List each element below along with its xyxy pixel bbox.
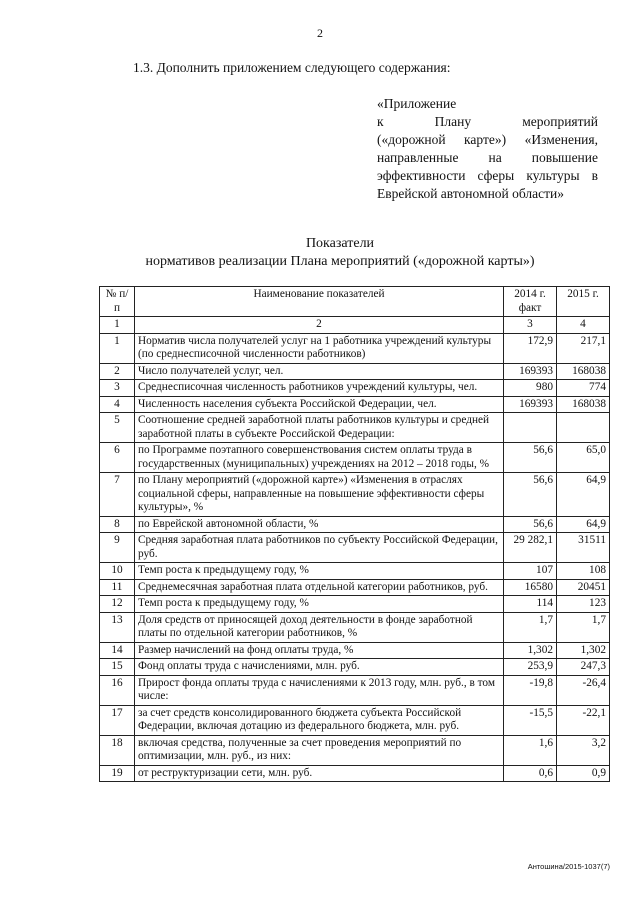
table-row [100, 363, 610, 380]
table-header-row [100, 287, 610, 317]
row-value-2014: 253,9 [504, 659, 557, 676]
row-number: 3 [100, 380, 135, 397]
table-row [100, 612, 610, 642]
table-row [100, 563, 610, 580]
row-number: 13 [100, 612, 135, 642]
row-name: включая средства, полученные за счет проведения мероприятий по оптимизации, млн. руб., из них: [135, 735, 504, 765]
row-name: по Программе поэтапного совершенствования систем оплаты труда в государственных (муниципальных) учреждениях на 2012 – 2018 годы, % [135, 443, 504, 473]
row-value-2014: 29 282,1 [504, 533, 557, 563]
row-name: Темп роста к предыдущему году, % [135, 596, 504, 613]
table-row [100, 659, 610, 676]
table-row [100, 413, 610, 443]
row-number: 19 [100, 765, 135, 782]
row-value-2015: 64,9 [557, 516, 610, 533]
row-value-2015: 3,2 [557, 735, 610, 765]
table-row [100, 596, 610, 613]
table-row [100, 675, 610, 705]
row-number: 16 [100, 675, 135, 705]
table-heading [100, 235, 580, 271]
appendix-line: Еврейской автономной области» [377, 186, 565, 201]
row-value-2014: 980 [504, 380, 557, 397]
row-value-2015: 65,0 [557, 443, 610, 473]
row-value-2014: -15,5 [504, 705, 557, 735]
row-value-2014: 114 [504, 596, 557, 613]
column-number: 2 [135, 317, 504, 334]
row-value-2015: -26,4 [557, 675, 610, 705]
row-value-2015: 64,9 [557, 473, 610, 517]
table-row [100, 533, 610, 563]
row-value-2014: 16580 [504, 579, 557, 596]
header-2015: 2015 г. [557, 287, 610, 317]
row-number: 1 [100, 333, 135, 363]
table-row [100, 473, 610, 517]
row-number: 8 [100, 516, 135, 533]
row-number: 4 [100, 396, 135, 413]
column-number: 3 [504, 317, 557, 334]
row-name: Среднесписочная численность работников учреждений культуры, чел. [135, 380, 504, 397]
row-number: 5 [100, 413, 135, 443]
row-name: Фонд оплаты труда с начислениями, млн. руб. [135, 659, 504, 676]
row-value-2014: 107 [504, 563, 557, 580]
header-name: Наименование показателей [135, 287, 504, 317]
row-name: Доля средств от приносящей доход деятельности в фонде заработной платы по отдельной категории работников, % [135, 612, 504, 642]
row-name: Число получателей услуг, чел. [135, 363, 504, 380]
row-name: Численность населения субъекта Российской Федерации, чел. [135, 396, 504, 413]
table-row [100, 765, 610, 782]
heading-title: Показатели [305, 236, 375, 251]
row-value-2015: 1,7 [557, 612, 610, 642]
row-number: 17 [100, 705, 135, 735]
row-value-2014: 169393 [504, 396, 557, 413]
table-row [100, 396, 610, 413]
row-value-2014 [504, 413, 557, 443]
row-value-2015: 217,1 [557, 333, 610, 363]
row-name: Прирост фонда оплаты труда с начислениями к 2013 году, млн. руб., в том числе: [135, 675, 504, 705]
row-number: 10 [100, 563, 135, 580]
row-name: от реструктуризации сети, млн. руб. [135, 765, 504, 782]
row-number: 18 [100, 735, 135, 765]
row-name: по Еврейской автономной области, % [135, 516, 504, 533]
row-value-2014: 1,6 [504, 735, 557, 765]
row-name: по Плану мероприятий («дорожной карте») «Изменения в отраслях социальной сферы, направленные на повышение эффективности сферы культуры», % [135, 473, 504, 517]
page-number: 2 [317, 26, 323, 40]
row-value-2014: 1,7 [504, 612, 557, 642]
footer-reference: Антошина/2015-1037(7) [527, 862, 610, 871]
row-number: 14 [100, 642, 135, 659]
indicators-table [99, 286, 610, 782]
column-number: 1 [100, 317, 135, 334]
row-value-2015: 1,302 [557, 642, 610, 659]
row-value-2014: 1,302 [504, 642, 557, 659]
row-value-2015: 108 [557, 563, 610, 580]
row-value-2015: 774 [557, 380, 610, 397]
row-number: 15 [100, 659, 135, 676]
row-value-2015: -22,1 [557, 705, 610, 735]
intro-text: 1.3. Дополнить приложением следующего содержания: [133, 60, 451, 75]
table-row [100, 705, 610, 735]
table-row [100, 579, 610, 596]
column-number: 4 [557, 317, 610, 334]
row-name: Темп роста к предыдущему году, % [135, 563, 504, 580]
header-2014: 2014 г. факт [504, 287, 557, 317]
row-value-2014: 172,9 [504, 333, 557, 363]
row-value-2015: 247,3 [557, 659, 610, 676]
appendix-line: к Плану мероприятий [377, 114, 598, 129]
row-name: Среднемесячная заработная плата отдельной категории работников, руб. [135, 579, 504, 596]
row-number: 11 [100, 579, 135, 596]
appendix-line: «Приложение [377, 96, 457, 111]
table-row [100, 380, 610, 397]
row-name: Размер начислений на фонд оплаты труда, % [135, 642, 504, 659]
column-number-row [100, 317, 610, 334]
appendix-line: («дорожной карте») «Изменения, [377, 132, 598, 147]
row-name: Соотношение средней заработной платы работников культуры и средней заработной платы в субъекте Российской Федерации: [135, 413, 504, 443]
row-name: Норматив числа получателей услуг на 1 работника учреждений культуры (по среднесписочной численности работников) [135, 333, 504, 363]
table-row [100, 642, 610, 659]
row-value-2015: 123 [557, 596, 610, 613]
row-number: 2 [100, 363, 135, 380]
row-value-2014: 0,6 [504, 765, 557, 782]
row-number: 12 [100, 596, 135, 613]
row-value-2014: 56,6 [504, 443, 557, 473]
header-number: № п/п [100, 287, 135, 317]
row-value-2015 [557, 413, 610, 443]
row-number: 6 [100, 443, 135, 473]
row-value-2015: 0,9 [557, 765, 610, 782]
table-row [100, 443, 610, 473]
row-number: 9 [100, 533, 135, 563]
appendix-block [377, 95, 598, 203]
row-name: за счет средств консолидированного бюджета субъекта Российской Федерации, включая дотацию из федерального бюджета, млн. руб. [135, 705, 504, 735]
row-value-2015: 168038 [557, 396, 610, 413]
row-name: Средняя заработная плата работников по субъекту Российской Федерации, руб. [135, 533, 504, 563]
heading-subtitle: нормативов реализации Плана мероприятий («дорожной карты») [145, 254, 535, 269]
row-value-2014: 56,6 [504, 473, 557, 517]
row-value-2015: 31511 [557, 533, 610, 563]
row-value-2015: 168038 [557, 363, 610, 380]
table-row [100, 516, 610, 533]
appendix-line: эффективности сферы культуры в [377, 168, 598, 183]
row-value-2014: 169393 [504, 363, 557, 380]
row-value-2014: -19,8 [504, 675, 557, 705]
table-row [100, 735, 610, 765]
row-value-2015: 20451 [557, 579, 610, 596]
row-value-2014: 56,6 [504, 516, 557, 533]
table-row [100, 333, 610, 363]
row-number: 7 [100, 473, 135, 517]
appendix-line: направленные на повышение [377, 150, 598, 165]
